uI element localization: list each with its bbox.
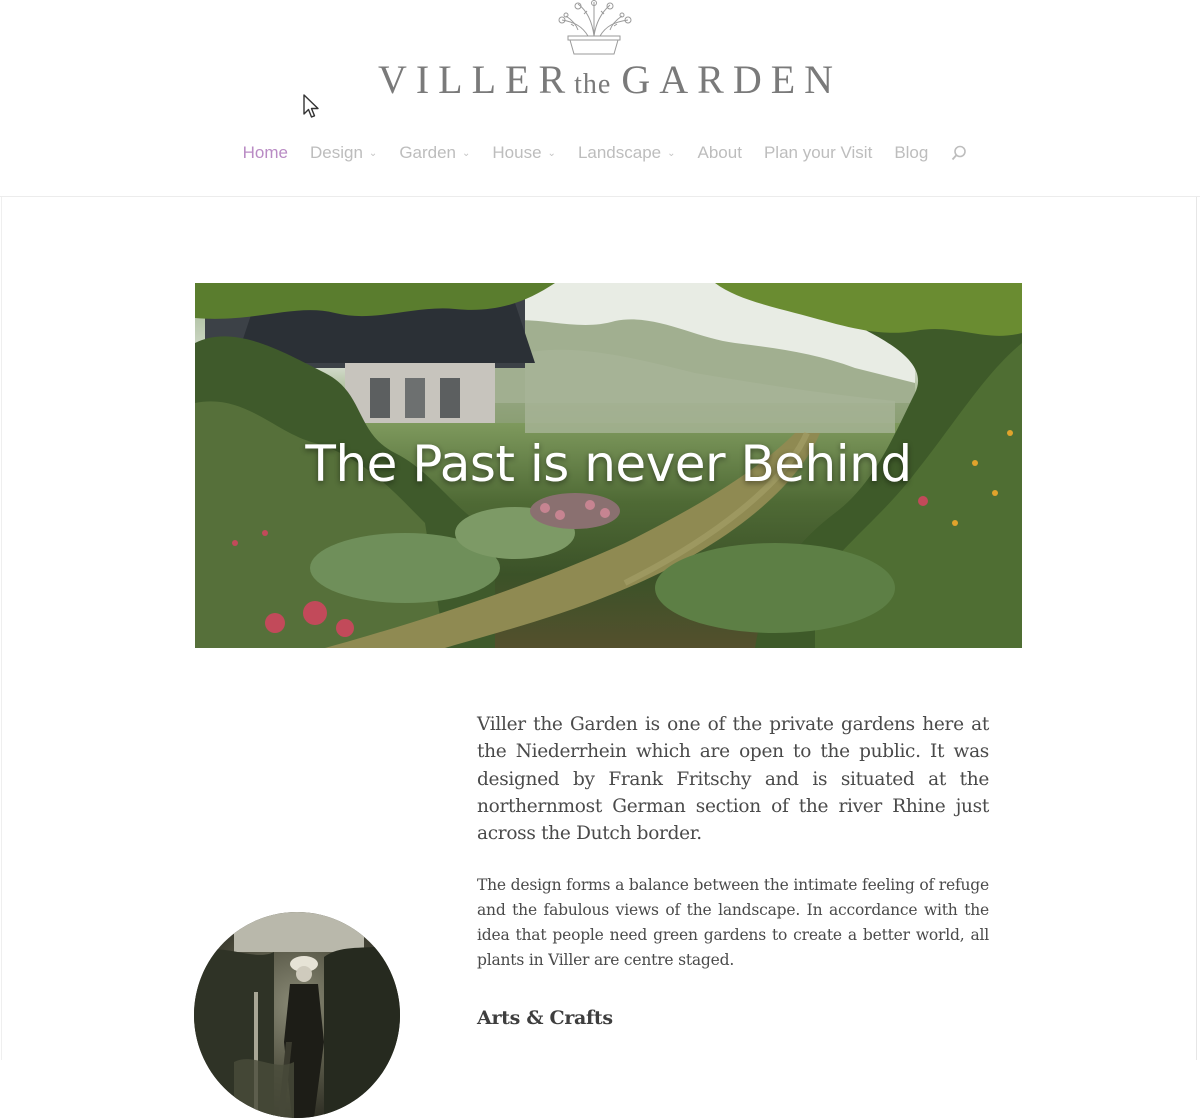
nav-item-home[interactable] <box>243 143 288 163</box>
mouse-cursor-icon <box>302 94 322 120</box>
nav-item-label: Landscape <box>577 143 662 162</box>
planter-illustration <box>548 0 640 58</box>
historic-portrait-photo <box>194 912 400 1118</box>
nav-item-house[interactable] <box>492 143 556 163</box>
hero-banner <box>195 283 1022 648</box>
nav-item-design[interactable] <box>310 143 377 163</box>
site-logo[interactable] <box>300 56 920 100</box>
section-heading-arts-crafts: Arts & Crafts <box>477 1007 613 1029</box>
chevron-down-icon: ⌄ <box>462 147 471 159</box>
nav-item-label: House <box>492 143 542 162</box>
site-header <box>0 0 1200 197</box>
nav-item-label: Plan your Visit <box>763 143 873 162</box>
logo-word-garden: GARDEN <box>621 57 843 102</box>
search-icon[interactable] <box>950 144 968 162</box>
nav-item-landscape[interactable] <box>578 143 676 163</box>
nav-item-label: Blog <box>894 143 929 162</box>
logo-word-the: the <box>574 69 612 100</box>
design-paragraph: The design forms a balance between the intimate feeling of refuge and the fabulous views of the landscape. In accordance with the idea that people need green gardens to create a better world, all plants in Viller are centre staged. <box>477 876 989 969</box>
nav-item-label: Garden <box>399 143 457 162</box>
nav-item-blog[interactable] <box>894 143 928 163</box>
chevron-down-icon: ⌄ <box>667 147 676 159</box>
intro-paragraph: Viller the Garden is one of the private gardens here at the Niederrhein which are open to the public. It was designed by Frank Fritschy and is situated at the northernmost German section of the river Rhine just across the Dutch border. <box>477 714 989 845</box>
chevron-down-icon: ⌄ <box>547 147 556 159</box>
nav-item-label: About <box>697 143 742 162</box>
nav-item-label: Home <box>242 143 288 162</box>
nav-item-label: Design <box>310 143 363 162</box>
nav-item-garden[interactable] <box>399 143 470 163</box>
logo-word-viller: VILLER <box>377 57 575 102</box>
nav-item-plan-your-visit[interactable] <box>764 143 872 163</box>
chevron-down-icon: ⌄ <box>368 147 378 159</box>
nav-item-about[interactable] <box>698 143 742 163</box>
hero-title: The Past is never Behind <box>305 435 912 493</box>
main-nav <box>0 140 1200 166</box>
